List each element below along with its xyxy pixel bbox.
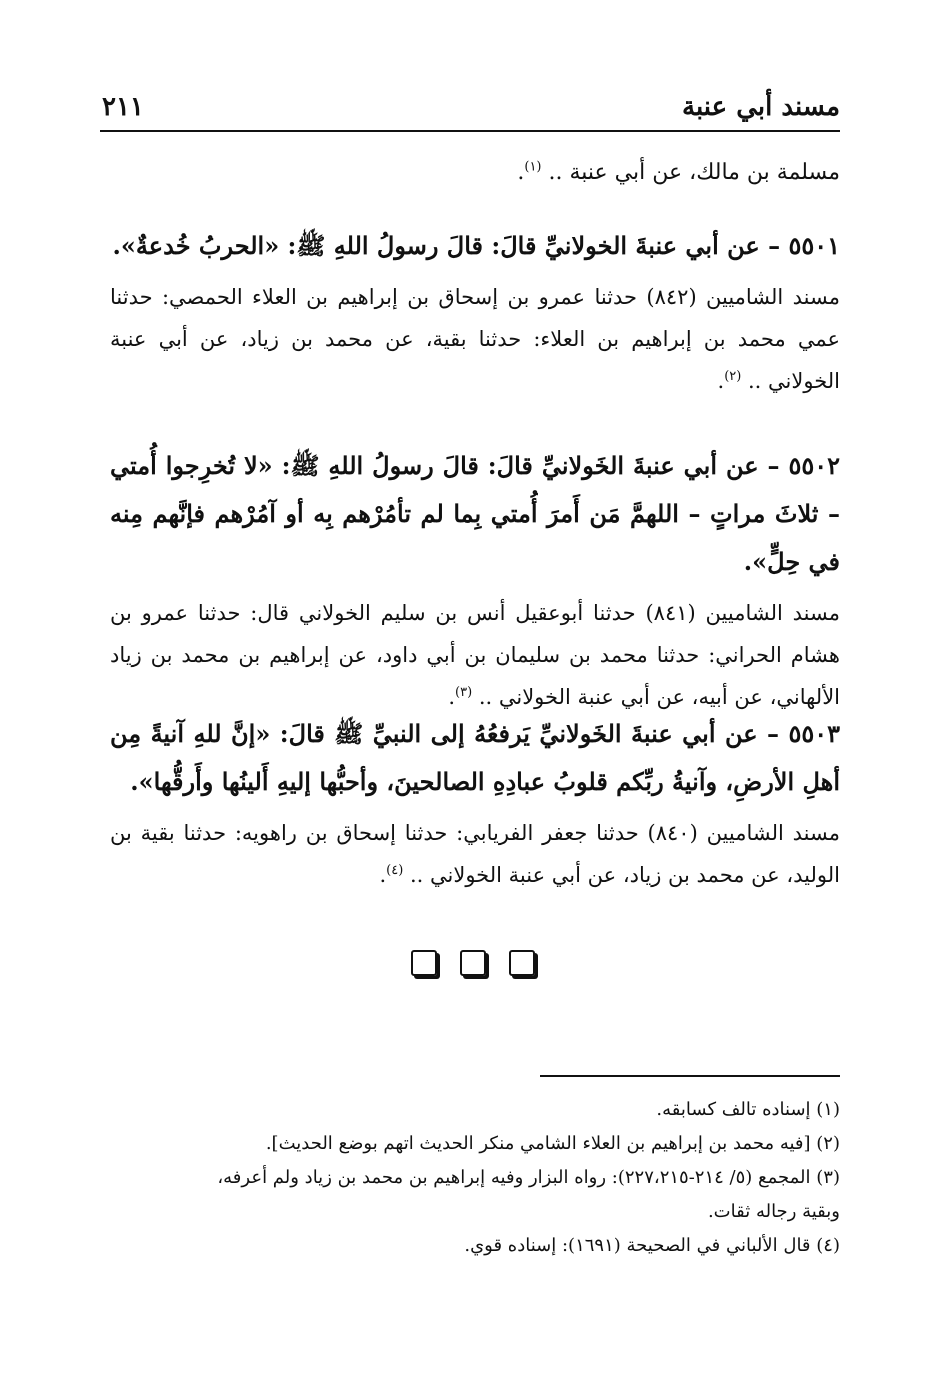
- entry-5502: [110, 442, 840, 718]
- source-text: مسند الشاميين (٨٤٠) حدثنا جعفر الفريابي: حدثنا إسحاق بن راهويه: حدثنا بقية بن الوليد، عن محمد بن زياد، عن أبي عنبة الخولاني .. $^{(٤)}$.: [110, 821, 840, 887]
- hadith-text: ٥٥٠١ – عن أبي عنبةَ الخولانيِّ قالَ: قالَ رسولُ اللهِ ﷺ: «الحربُ خُدعةٌ».: [112, 231, 840, 260]
- note-ref: (٢): [724, 369, 742, 384]
- note-ref: (٣): [455, 685, 473, 700]
- source-text: مسند الشاميين (٨٤١) حدثنا أبوعقيل أنس بن سليم الخولاني قال: حدثنا عمرو بن هشام الحراني: حدثنا محمد بن سليمان بن أبي داود، عن إبراهيم بن محمد بن زياد الألهاني، عن أبيه، عن أبي عنبة الخولاني .. $^{(٣)}$.: [110, 601, 840, 709]
- hadith-text: ٥٥٠٣ – عن أبي عنبةَ الخَولانيِّ يَرفعُهُ إلى النبيِّ ﷺ قالَ: «إنَّ للهِ آنيةً مِن أهلِ الأرضِ، وآنيةُ ربِّكم قلوبُ عبادِهِ الصالحينَ، وأحبُّها إليهِ أَلينُها وأَرقُّها».: [110, 719, 840, 796]
- footnotes: [110, 1093, 840, 1263]
- source-text: مسند الشاميين (٨٤٢) حدثنا عمرو بن إسحاق بن إبراهيم بن العلاء الحمصي: حدثنا عمي محمد بن إبراهيم بن العلاء: حدثنا بقية، عن محمد بن زياد، عن أبي عنبة الخولاني .. $^{(٢)}$.: [110, 285, 840, 393]
- footnote-3: [110, 1161, 840, 1195]
- hadith-text: ٥٥٠٢ – عن أبي عنبةَ الخَولانيِّ قالَ: قالَ رسولُ اللهِ ﷺ: «لا تُخرِجوا أُمتي – ثلاثَ مراتٍ – اللهمَّ مَن أَمرَ أُمتي بِما لم تأمُرْهم بِه أو آمُرْهم فإنَّهم مِنه في حِلٍّ».: [110, 451, 840, 576]
- intro-note-ref: (١): [524, 159, 542, 175]
- intro-line: [110, 152, 840, 194]
- footnote-3-continuation: وبقية رجاله ثقات.: [707, 1201, 840, 1222]
- footnote-2: [110, 1127, 840, 1161]
- square-ornament-icon: [509, 950, 535, 976]
- source-body: مسند الشاميين (٨٤١) حدثنا أبوعقيل أنس بن سليم الخولاني قال: حدثنا عمرو بن هشام الحراني: حدثنا محمد بن سليمان بن أبي داود، عن إبراهيم بن محمد بن زياد الألهاني، عن أبيه، عن أبي عنبة الخولاني ..: [110, 601, 840, 709]
- footnote-1: [110, 1093, 840, 1127]
- page-number: ٢١١: [102, 92, 144, 122]
- footnote-number: (١): [816, 1099, 840, 1120]
- footnote-text: المجمع (٥/ ٢١٤-٢٢٧،٢١٥): رواه البزار وفيه إبراهيم بن محمد بن زياد ولم أعرفه،: [217, 1167, 811, 1188]
- footnote-4: [110, 1229, 840, 1263]
- source-body: مسند الشاميين (٨٤٠) حدثنا جعفر الفريابي: حدثنا إسحاق بن راهويه: حدثنا بقية بن الوليد، عن محمد بن زياد، عن أبي عنبة الخولاني ..: [110, 821, 840, 887]
- entry-5503: [110, 710, 840, 896]
- footnote-separator: [540, 1075, 840, 1077]
- square-ornament-icon: [460, 950, 486, 976]
- footnote-number: (٣): [816, 1167, 840, 1188]
- footnote-text: إسناده تالف كسابقه.: [656, 1099, 811, 1120]
- source-body: مسند الشاميين (٨٤٢) حدثنا عمرو بن إسحاق بن إبراهيم بن العلاء الحمصي: حدثنا عمي محمد بن إبراهيم بن العلاء: حدثنا بقية، عن محمد بن زياد، عن أبي عنبة الخولاني ..: [110, 285, 840, 393]
- intro-text: مسلمة بن مالك، عن أبي عنبة ..: [541, 160, 840, 185]
- square-ornament-icon: [411, 950, 437, 976]
- footnote-number: (٢): [816, 1133, 840, 1154]
- footnote-text: قال الألباني في الصحيحة (١٦٩١): إسناده قوي.: [464, 1235, 811, 1256]
- footnote-number: (٤): [816, 1235, 840, 1256]
- entry-5501: [110, 222, 840, 402]
- page-header: [100, 92, 840, 132]
- section-end-ornament: [0, 950, 946, 980]
- intro-end: .: [517, 160, 525, 185]
- running-title: مسند أبي عنبة: [682, 92, 840, 122]
- header-rule: [100, 130, 840, 132]
- footnote-text: [فيه محمد بن إبراهيم بن العلاء الشامي منكر الحديث اتهم بوضع الحديث].: [265, 1133, 811, 1154]
- note-ref: (٤): [386, 863, 404, 878]
